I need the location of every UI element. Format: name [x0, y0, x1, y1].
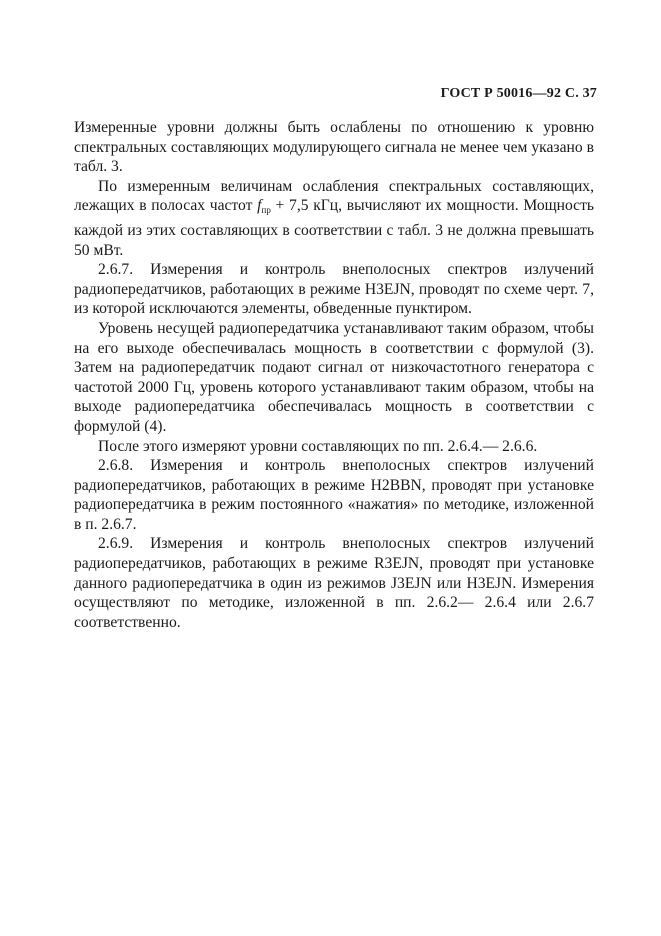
paragraph-2-6-8: 2.6.8. Измерения и контроль внеполосных спектров излучений радиопередатчиков, работающих в режиме Н2ВВN, проводят при установке радиопередатчика в режим постоянного «нажатия» по методике, изложенной в п. 2.6.7. — [74, 457, 594, 533]
paragraph-measure-levels: После этого измеряют уровни составляющих по пп. 2.6.4.— 2.6.6. — [98, 437, 538, 455]
paragraph-2 — [74, 177, 594, 260]
document-body — [74, 118, 594, 632]
paragraph-2-6-7: 2.6.7. Измерения и контроль внеполосных спектров излучений радиопередатчиков, работающих в режиме Н3ЕJN, проводят по схеме черт. 7, из которой исключаются элементы, обведенные пунктиром. — [74, 261, 594, 318]
frequency-variable: f — [257, 197, 262, 215]
paragraph-carrier-level: Уровень несущей радиопередатчика устанавливают таким образом, чтобы на его выходе обеспечивалась мощность в соответствии с формулой (3). Затем на радиопередатчик подают сигнал от низкочастотного генератора с частотой 2000 Гц, уровень которого устанавливают таким образом, чтобы на выходе радиопередатчика обеспечивалась мощность в соответствии с формулой (4). — [74, 319, 594, 435]
page-header: ГОСТ Р 50016—92 С. 37 — [440, 86, 597, 101]
paragraph-1: Измеренные уровни должны быть ослаблены по отношению к уровню спектральных составляющих модулирующего сигнала не менее чем указано в табл. 3. — [74, 119, 594, 176]
paragraph-2-6-9: 2.6.9. Измерения и контроль внеполосных спектров излучений радиопередатчиков, работающих в режиме R3ЕJN, проводят при установке данного радиопередатчика в один из режимов J3ЕJN или Н3ЕJN. Измерения осуществляют по методике, изложенной в пп. 2.6.2— 2.6.4 или 2.6.7 соответственно. — [74, 535, 594, 631]
paragraph-2-start: По измеренным величинам ослабления спектральных составляющих, лежащих в полосах частот — [74, 177, 594, 215]
frequency-subscript: пр — [261, 205, 271, 216]
paragraph-2-end: + 7,5 кГц, вычисляют их мощности. Мощность каждой из этих составляющих в соответствии с табл. 3 не должна превышать 50 мВт. — [74, 197, 595, 259]
